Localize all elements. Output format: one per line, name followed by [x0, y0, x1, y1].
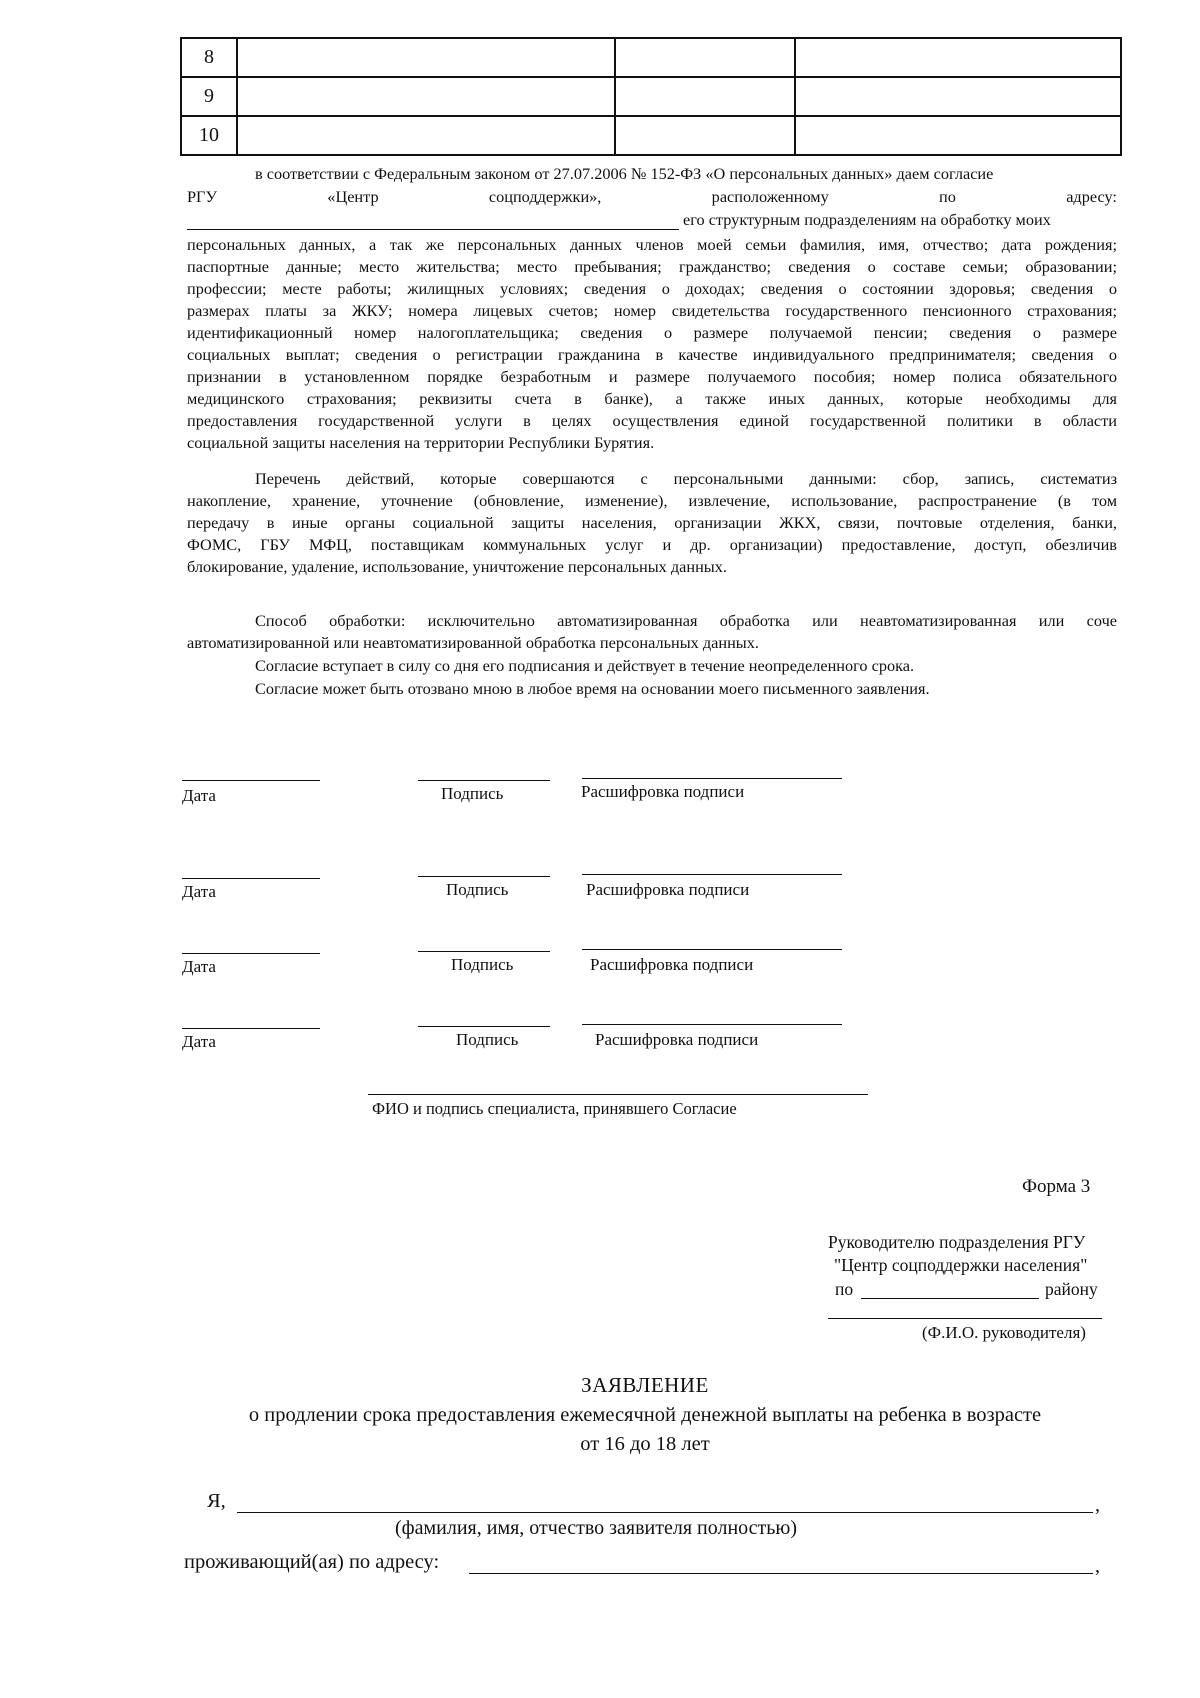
signature-label: Подпись [446, 880, 509, 899]
paragraph-line: признании в установленном порядке безработным и размере получаемого пособия; номер полиса обязательного [187, 367, 1117, 386]
row-number: 10 [181, 116, 237, 155]
addressee-suffix: району [1045, 1279, 1098, 1299]
consent-paragraph-2 [187, 468, 1117, 578]
org-word: по [939, 187, 956, 206]
applicant-i-label: Я, [207, 1490, 226, 1512]
signature-decode-label: Расшифровка подписи [595, 1030, 759, 1049]
table-row [181, 38, 1121, 77]
table-cell[interactable] [615, 38, 795, 77]
participants-table [180, 37, 1122, 156]
table-row [181, 77, 1121, 116]
row-number: 9 [181, 77, 237, 116]
statement-subtitle-1: о продлении срока предоставления ежемесячной денежной выплаты на ребенка в возрасте [248, 1404, 1042, 1426]
consent-paragraph-3 [187, 610, 1117, 654]
paragraph-line: идентификационный номер налогоплательщика; сведения о размере получаемой пенсии; сведения о размере [187, 323, 1117, 342]
paragraph-line: Перечень действий, которые совершаются с персональными данными: сбор, запись, систематиз [255, 469, 1117, 488]
date-blank[interactable] [182, 780, 320, 781]
date-blank[interactable] [182, 878, 320, 879]
paragraph-line: блокирование, удаление, использование, уничтожение персональных данных. [187, 557, 727, 576]
paragraph-line: Способ обработки: исключительно автоматизированная обработка или неавтоматизированная или соче [255, 611, 1117, 630]
paragraph-line: профессии; месте работы; жилищных условиях; сведения о доходах; сведения о состоянии здоровья; сведения о [187, 279, 1117, 298]
paragraph-line: паспортные данные; место жительства; место пребывания; гражданство; сведения о составе семьи; образовании; [187, 257, 1117, 276]
specialist-caption: ФИО и подпись специалиста, принявшего Согласие [372, 1099, 737, 1118]
paragraph-line: предоставления государственной услуги в целях осуществления единой государственной политики в области [187, 411, 1117, 430]
consent-paragraph-5: Согласие может быть отозвано мною в любое время на основании моего письменного заявления. [255, 679, 930, 698]
table-cell[interactable] [795, 77, 1121, 116]
head-name-blank[interactable] [828, 1318, 1102, 1319]
org-word: соцподдержки», [488, 187, 602, 206]
table-row [181, 116, 1121, 155]
address-blank-line[interactable] [187, 229, 679, 230]
date-label: Дата [182, 786, 216, 805]
paragraph-line: ФОМС, ГБУ МФЦ, поставщикам коммунальных услуг и др. организации) предоставление, доступ, обезличив [187, 535, 1117, 554]
org-word: адресу: [1066, 187, 1117, 206]
table-cell[interactable] [237, 38, 615, 77]
date-blank[interactable] [182, 1028, 320, 1029]
signature-label: Подпись [456, 1030, 519, 1049]
signature-decode-label: Расшифровка подписи [586, 880, 750, 899]
applicant-name-comma: , [1095, 1494, 1100, 1516]
addressee-line-2: "Центр соцподдержки населения" [834, 1255, 1088, 1275]
signature-decode-label: Расшифровка подписи [581, 782, 745, 801]
table-cell[interactable] [237, 77, 615, 116]
signature-decode-blank[interactable] [582, 874, 842, 875]
date-label: Дата [182, 882, 216, 901]
date-blank[interactable] [182, 953, 320, 954]
signature-blank[interactable] [418, 780, 550, 781]
signature-blank[interactable] [418, 876, 550, 877]
specialist-signature-blank[interactable] [368, 1094, 868, 1095]
paragraph-line: передачу в иные органы социальной защиты населения, организации ЖКХ, связи, почтовые отделения, банки, [187, 513, 1117, 532]
table-cell[interactable] [615, 77, 795, 116]
signature-decode-label: Расшифровка подписи [590, 955, 754, 974]
district-blank[interactable] [861, 1298, 1039, 1299]
consent-paragraph-4: Согласие вступает в силу со дня его подписания и действует в течение неопределенного срока. [255, 656, 915, 675]
org-word: «Центр [327, 187, 379, 206]
consent-org-line [187, 186, 1117, 208]
paragraph-line: накопление, хранение, уточнение (обновление, изменение), извлечение, использование, распространение (в том [187, 491, 1117, 510]
table-cell[interactable] [237, 116, 615, 155]
consent-block [187, 163, 1117, 723]
signature-blank[interactable] [418, 1026, 550, 1027]
org-word: расположенному [711, 187, 829, 206]
signature-decode-blank[interactable] [582, 778, 842, 779]
row-number: 8 [181, 38, 237, 77]
addressee-line-3 [835, 1279, 853, 1300]
applicant-address-blank[interactable] [469, 1573, 1093, 1574]
head-name-caption: (Ф.И.О. руководителя) [922, 1323, 1086, 1342]
signature-decode-blank[interactable] [582, 1024, 842, 1025]
signature-label: Подпись [451, 955, 514, 974]
signature-label: Подпись [441, 784, 504, 803]
addressee-prefix: по [835, 1279, 854, 1299]
table-cell[interactable] [615, 116, 795, 155]
date-label: Дата [182, 957, 216, 976]
signature-blank[interactable] [418, 951, 550, 952]
paragraph-line: социальной защиты населения на территории Республики Бурятия. [187, 433, 655, 452]
table-cell[interactable] [795, 116, 1121, 155]
form-number: Форма 3 [1022, 1176, 1091, 1197]
consent-paragraph-1 [187, 234, 1117, 454]
applicant-name-caption: (фамилия, имя, отчество заявителя полностью) [395, 1517, 798, 1539]
address-comma: , [1095, 1555, 1100, 1577]
paragraph-line: автоматизированной или неавтоматизированной обработка персональных данных. [187, 633, 759, 652]
paragraph-line: размерах платы за ЖКУ; номера лицевых счетов; номер свидетельства государственного пенсионного страхования; [187, 301, 1117, 320]
consent-intro-line: в соответствии с Федеральным законом от 27.07.2006 № 152-ФЗ «О персональных данных» даем согласие [255, 164, 994, 183]
statement-title: ЗАЯВЛЕНИЕ [581, 1373, 709, 1397]
consent-subdivision-line: его структурным подразделениям на обработку моих [683, 210, 1051, 229]
signature-decode-blank[interactable] [582, 949, 842, 950]
table-cell[interactable] [795, 38, 1121, 77]
applicant-name-blank[interactable] [237, 1512, 1093, 1513]
org-word: РГУ [187, 187, 217, 206]
paragraph-line: социальных выплат; сведения о регистрации гражданина в качестве индивидуального предпринимателя; сведения о [187, 345, 1117, 364]
addressee-line-1: Руководителю подразделения РГУ [828, 1232, 1086, 1252]
date-label: Дата [182, 1032, 216, 1051]
paragraph-line: персональных данных, а так же персональных данных членов моей семьи фамилия, имя, отчество; дата рождения; [187, 235, 1117, 254]
address-label: проживающий(ая) по адресу: [184, 1551, 440, 1573]
paragraph-line: медицинского страхования; реквизиты счета в банке), а также иных данных, которые необходимы для [187, 389, 1117, 408]
statement-subtitle-2: от 16 до 18 лет [580, 1433, 710, 1455]
